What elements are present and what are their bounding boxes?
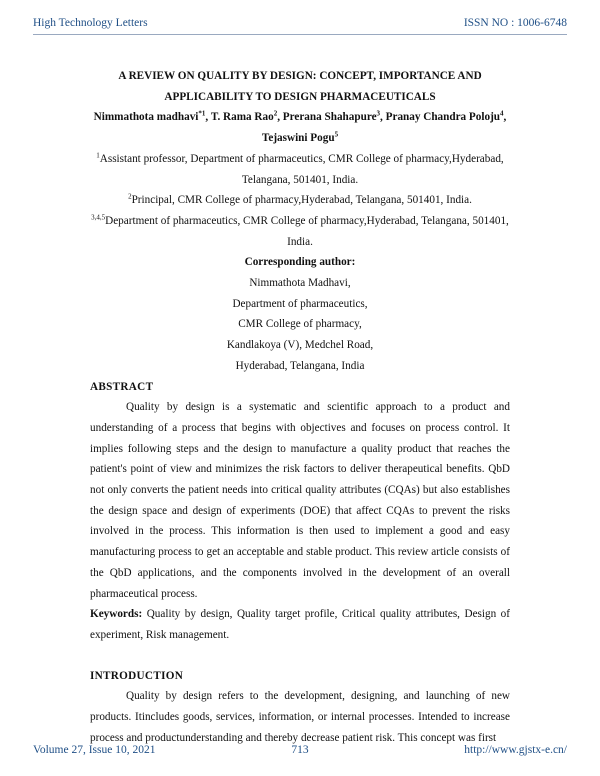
affiliation-2: $^2$Principal, CMR College of pharmacy,Hyderabad, Telangana, 501401, India. [128,192,472,207]
page-footer [33,744,567,760]
corresponding-line: Department of pharmaceutics, [232,297,368,310]
paper-title: A REVIEW ON QUALITY BY DESIGN: CONCEPT, IMPORTANCE AND APPLICABILITY TO DESIGN PHARMACEUTICALS [118,70,482,103]
page-header [33,17,567,33]
introduction-heading: INTRODUCTION [90,669,184,682]
paper-body [90,66,510,749]
keywords [90,604,510,645]
issn: ISSN NO : 1006-6748 [463,17,567,29]
affiliation-1: $^1$Assistant professor, Department of pharmaceutics, CMR College of pharmacy,Hyderabad, Telangana, 501401, India. [96,151,504,186]
affiliation-3: $^{3,4,5}$Department of pharmaceutics, CMR College of pharmacy,Hyderabad, Telangana, 501401, India. [91,213,509,248]
corresponding-line: CMR College of pharmacy, [238,318,362,331]
corresponding-line: Kandlakoya (V), Medchel Road, [226,339,374,352]
corresponding-line: Nimmathota Madhavi, [249,277,351,290]
header-divider [33,34,567,35]
author-list [90,107,510,148]
abstract-heading: ABSTRACT [90,380,154,393]
author: Nimmathota madhavi$^{*1}$, [93,109,211,124]
volume-issue: Volume 27, Issue 10, 2021 [33,744,156,756]
corresponding-label: Corresponding author: [244,256,356,269]
author: Tejaswini Pogu$^5$ [261,130,339,145]
author: Prerana Shahapure$^3$, [282,109,386,124]
author: Pranay Chandra Poloju$^4$, [385,109,507,124]
journal-url-link[interactable]: http://www.gjstx-e.cn/ [464,744,567,756]
author: T. Rama Rao$^2$, [210,109,283,124]
abstract-text: Quality by design is a systematic and scientific approach to a product and understanding of a process that begins with objectives and focuses on process control. It implies following steps and the design to manufacture a quality product that reaches the patient's point of view and minimizes the risk factors to deliver therapeutical benefits. QbD not only converts the patient needs into critical quality attributes (CQAs) but also establishes the design space and design of experiments (DOE) that affect CQAs to prevent the risks involved in the process. This information is then used to implement a good and easy manufacturing process to get an acceptable and stable product. This review article consists of the QbD applications, and the components involved in the development of an overall pharmaceutical process. [90,401,510,600]
page-number: 713 [291,744,309,756]
keywords-label: Keywords: [90,608,143,621]
journal-name: High Technology Letters [33,17,148,29]
introduction-text: Quality by design refers to the development, designing, and launching of new products. Itincludes goods, services, information, or internal processes. Intended to increase process and productunderstanding and thereby decrease patient risk. This concept was first [90,690,510,744]
keywords-text: Quality by design, Quality target profile, Critical quality attributes, Design of experiment, Risk management. [90,608,511,641]
corresponding-line: Hyderabad, Telangana, India [235,359,365,372]
